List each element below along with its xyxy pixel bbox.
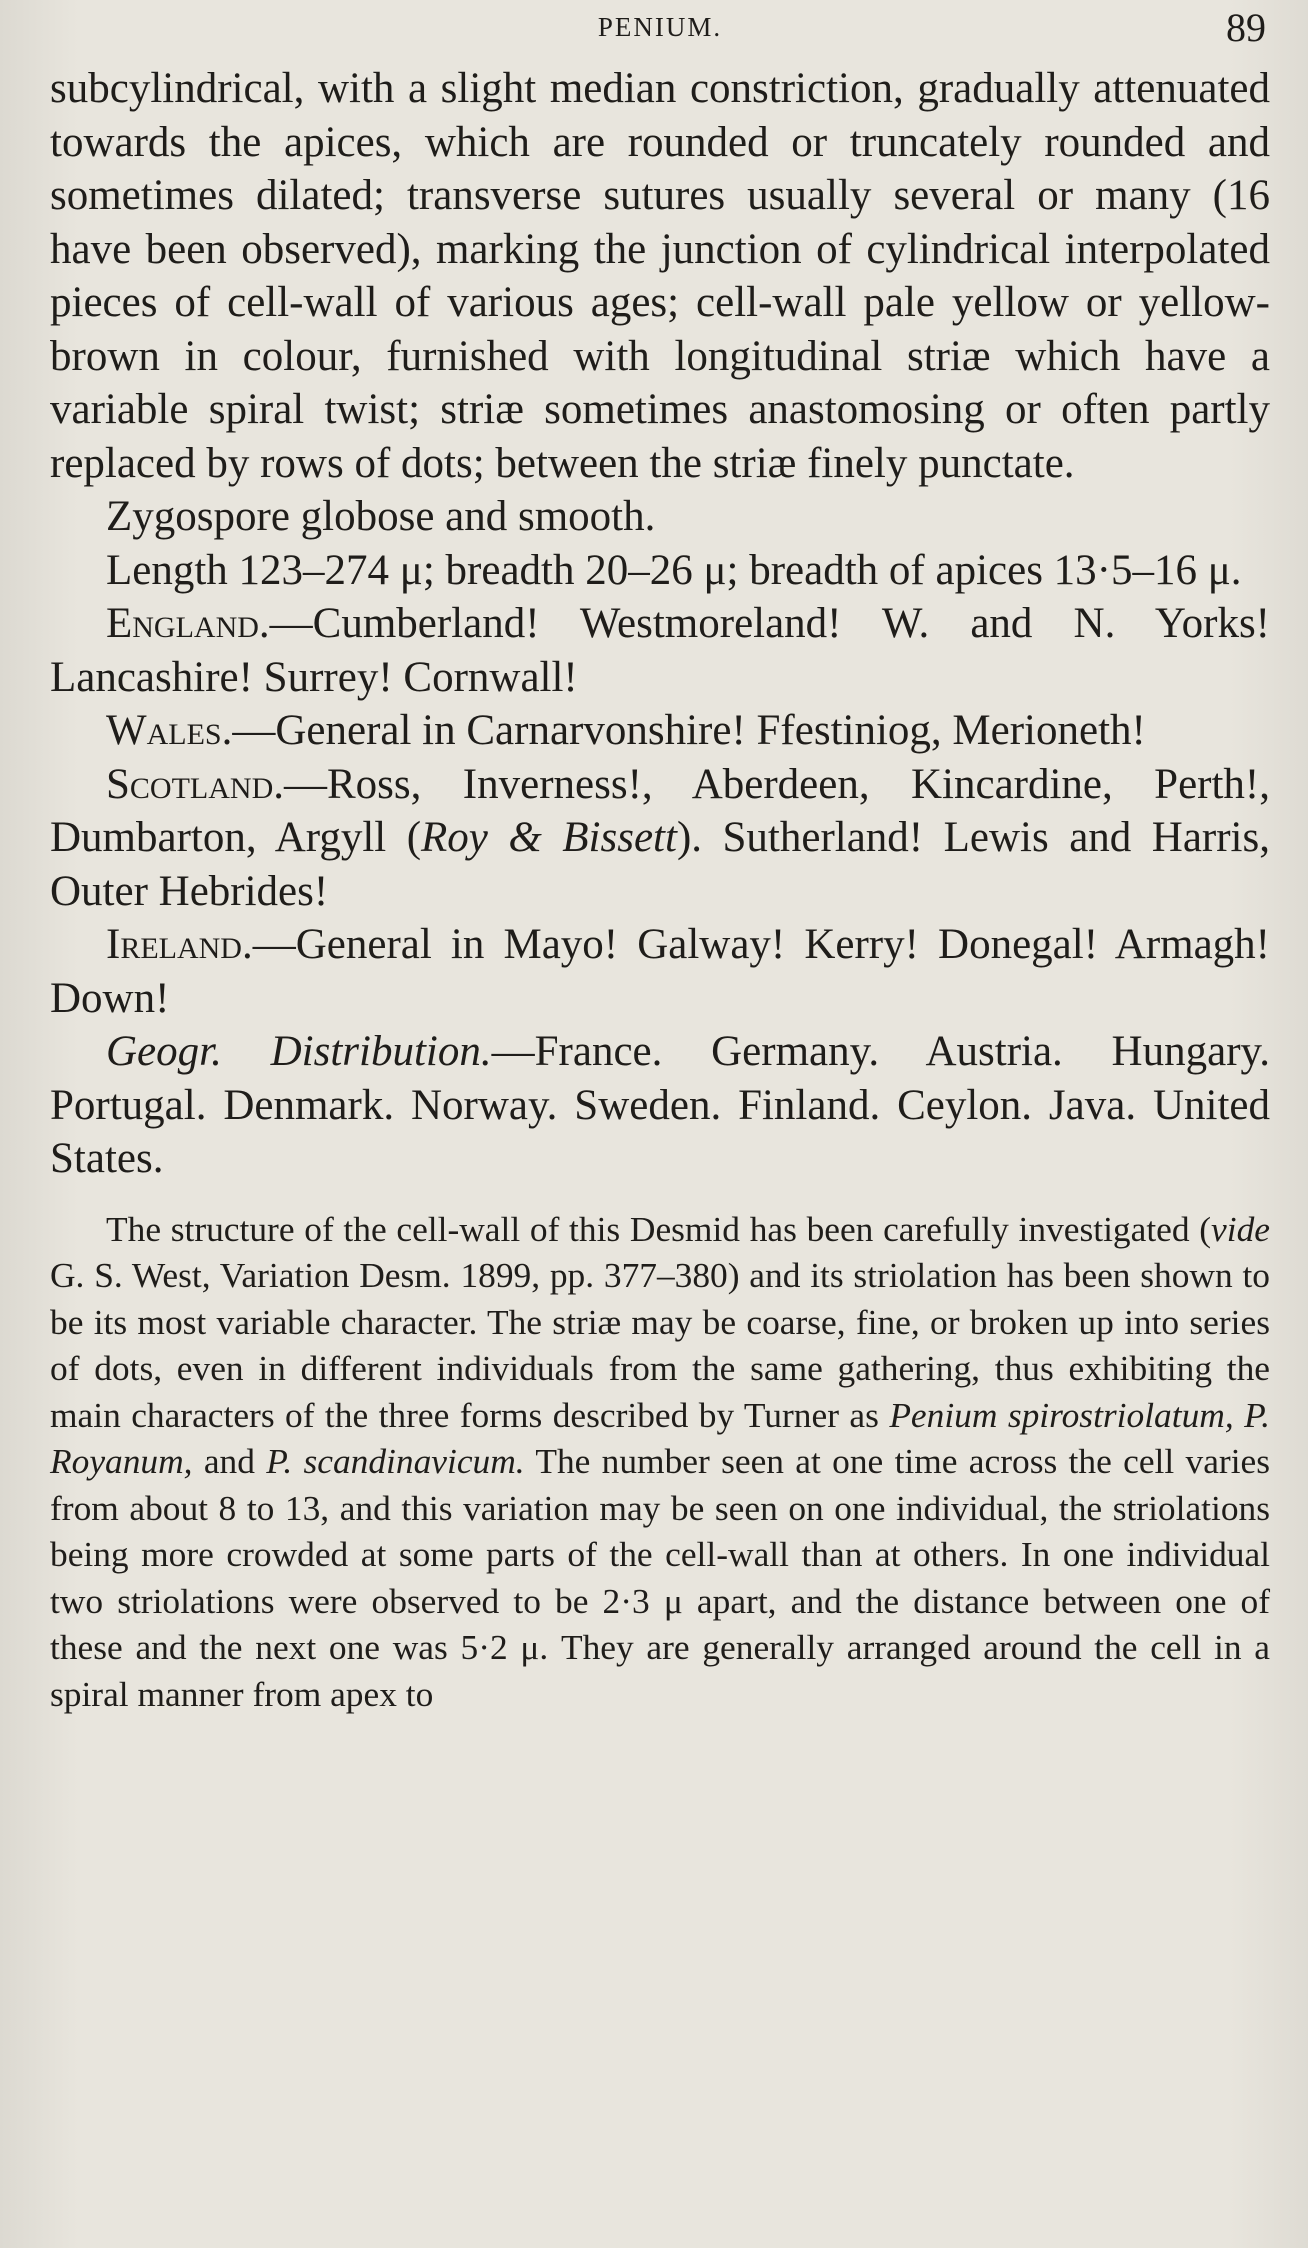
note-species-1: Penium spirostriolatum, P. Royanum,	[50, 1394, 1270, 1481]
zygospore-paragraph: Zygospore globose and smooth.	[106, 493, 656, 540]
running-head	[50, 0, 1270, 62]
locality-scotland	[50, 758, 1270, 919]
locality-text-wales: .—General in Carnarvonshire! Ffestiniog, Merioneth!	[221, 707, 1146, 754]
locality-text-scotland-b: ). Sutherland! Lewis and Harris, Outer Hebrides!	[50, 814, 1270, 915]
locality-text-scotland-a: .—Ross, Inverness!, Aberdeen, Kincardine, Perth!, Dumbarton, Argyll (	[50, 760, 1270, 861]
locality-label-england: England	[106, 600, 259, 647]
species-description	[50, 62, 1270, 1186]
locality-text-england: .—Cumberland! Westmoreland! W. and N. Yorks! Lancashire! Surrey! Cornwall!	[50, 600, 1270, 701]
running-title: PENIUM.	[597, 12, 723, 42]
description-paragraph: subcylindrical, with a slight median constriction, gradually attenuated towards the apices, which are rounded or truncately rounded and sometimes dilated; transverse sutures usually several or many (16 have been observed), marking the junction of cylindrical interpolated pieces of cell-wall of various ages; cell-wall pale yellow or yellow-brown in colour, furnished with longitudinal striæ which have a variable spiral twist; striæ sometimes anastomosing or often partly replaced by rows of dots; between the striæ finely punctate.	[50, 65, 1270, 487]
locality-label-wales: Wales	[106, 707, 222, 754]
distribution-label: Geogr. Distribution.	[106, 1028, 492, 1075]
locality-england	[50, 597, 1270, 704]
remarks-paragraph	[50, 1206, 1270, 1718]
locality-label-ireland: Ireland	[106, 921, 242, 968]
note-vide: vide	[1211, 1208, 1270, 1249]
dimensions-paragraph: Length 123–274 μ; breadth 20–26 μ; breadth of apices 13·5–16 μ.	[106, 546, 1242, 594]
note-text-3: The number seen at one time across the cell varies from about 8 to 13, and this variation may be seen on one individual, the striolations being more crowded at some parts of the cell-wall than at others. In one individual two striolations were observed to be 2·3 μ apart, and the distance between one of these and the next one was 5·2 μ. They are generally arranged around the cell in a spiral manner from apex to	[50, 1441, 1271, 1714]
note-species-2: P. scandinavicum.	[266, 1441, 525, 1481]
note-and: and	[192, 1441, 267, 1481]
locality-wales	[50, 704, 1270, 758]
locality-authority-scotland: Roy & Bissett	[421, 814, 677, 861]
remarks-note	[50, 1206, 1270, 1718]
note-text-2: G. S. West, Variation Desm. 1899, pp. 377–380) and its striolation has been shown to be its most variable character. The striæ may be coarse, fine, or broken up into series of dots, even in different individuals from the same gathering, thus exhibiting the main characters of the three forms described by Turner as	[50, 1255, 1270, 1435]
note-text-1: The structure of the cell-wall of this Desmid has been carefully investigated (	[106, 1208, 1212, 1249]
locality-label-scotland: Scotland	[106, 760, 274, 808]
locality-text-ireland: .—General in Mayo! Galway! Kerry! Donegal! Armagh! Down!	[50, 921, 1270, 1022]
page-number: 89	[1226, 5, 1266, 50]
geographic-distribution	[50, 1025, 1270, 1186]
locality-ireland	[50, 918, 1270, 1025]
distribution-text: —France. Germany. Austria. Hungary. Portugal. Denmark. Norway. Sweden. Finland. Ceylon. Java. United States.	[50, 1028, 1270, 1182]
